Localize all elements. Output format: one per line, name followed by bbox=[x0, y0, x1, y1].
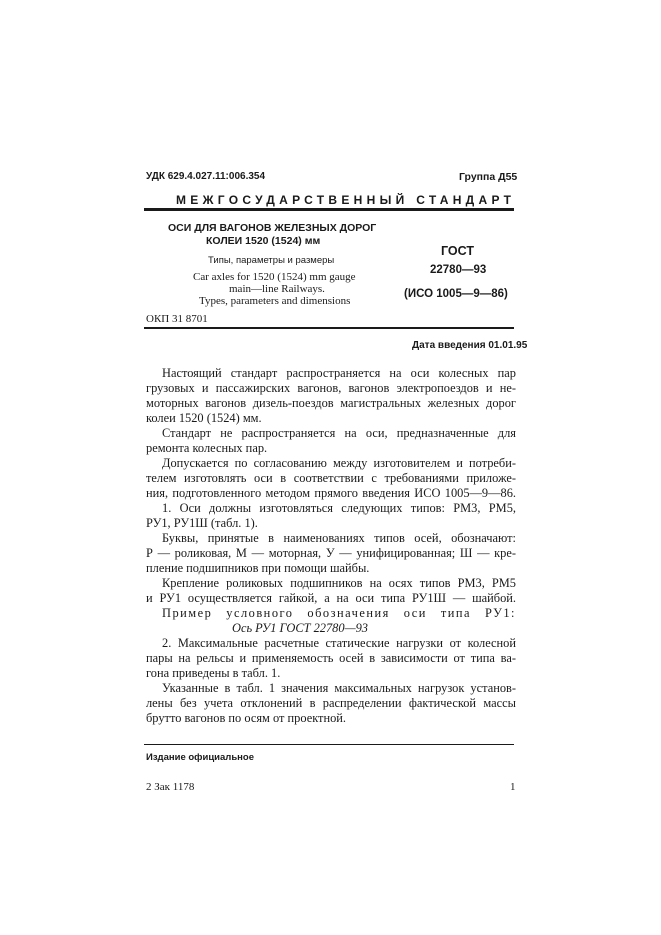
introduction-date: Дата введения 01.01.95 bbox=[412, 340, 528, 351]
interstate-standard-heading: МЕЖГОСУДАРСТВЕННЫЙ СТАНДАРТ bbox=[176, 193, 516, 207]
okp-rule bbox=[144, 327, 514, 329]
okp-code: ОКП 31 8701 bbox=[146, 313, 208, 325]
page-number: 1 bbox=[510, 781, 516, 793]
body-line-1: Настоящий стандарт распространяется на оси колесных пар bbox=[162, 366, 516, 380]
title-ru-line-2: КОЛЕИ 1520 (1524) мм bbox=[206, 235, 321, 247]
body-line-10: 1. Оси должны изготовляться следующих типов: РМ3, РМ5, bbox=[162, 501, 516, 515]
body-line-18-designation: Ось РУ1 ГОСТ 22780—93 bbox=[232, 621, 368, 635]
body-line-16: и РУ1 осуществляется гайкой, а на оси типа РУ1Ш — шайбой. bbox=[146, 591, 516, 605]
gost-number: 22780—93 bbox=[430, 264, 487, 276]
body-line-13: Р — роликовая, М — моторная, У — унифицированная; Ш — кре- bbox=[146, 546, 516, 560]
iso-number: (ИСО 1005—9—86) bbox=[404, 288, 508, 300]
body-line-14: пление подшипников при помощи шайбы. bbox=[146, 561, 370, 575]
body-line-21: гона приведены в табл. 1. bbox=[146, 666, 281, 680]
title-ru-line-1: ОСИ ДЛЯ ВАГОНОВ ЖЕЛЕЗНЫХ ДОРОГ bbox=[168, 222, 377, 234]
group-code: Группа Д55 bbox=[459, 171, 518, 183]
body-line-12: Буквы, принятые в наименованиях типов осей, обозначают: bbox=[162, 531, 516, 545]
body-line-24: брутто вагонов по осям от проектной. bbox=[146, 711, 347, 725]
body-line-2: грузовых и пассажирских вагонов, вагонов электропоездов и не- bbox=[146, 381, 516, 395]
body-line-4: колеи 1520 (1524) мм. bbox=[146, 411, 262, 425]
subtitle-ru: Типы, параметры и размеры bbox=[208, 255, 335, 266]
body-line-23: лены без учета отклонений в распределении фактической массы bbox=[146, 696, 516, 710]
body-line-9: ния, подготовленного методом прямого введения ИСО 1005—9—86. bbox=[146, 486, 516, 500]
title-en-line-3: Types, parameters and dimensions bbox=[199, 295, 351, 307]
gost-label: ГОСТ bbox=[441, 244, 474, 258]
body-line-7: Допускается по согласованию между изготовителем и потреби- bbox=[162, 456, 516, 470]
official-edition-label: Издание официальное bbox=[146, 752, 254, 763]
body-line-17-example: Пример условного обозначения оси типа РУ1: bbox=[162, 606, 516, 620]
body-line-19: 2. Максимальные расчетные статические нагрузки от колесной bbox=[162, 636, 516, 650]
footer-rule bbox=[144, 744, 514, 745]
body-line-3: моторных вагонов дизель-поездов магистральных железных дорог bbox=[146, 396, 516, 410]
title-en-line-1: Car axles for 1520 (1524) mm gauge bbox=[193, 271, 356, 283]
body-line-11: РУ1, РУ1Ш (табл. 1). bbox=[146, 516, 258, 530]
udk-code: УДК 629.4.027.11:006.354 bbox=[146, 171, 266, 182]
body-line-20: пары на рельсы и применяемость осей в зависимости от типа ва- bbox=[146, 651, 516, 665]
body-line-15: Крепление роликовых подшипников на осях типов РМ3, РМ5 bbox=[162, 576, 516, 590]
title-en-line-2: main—line Railways. bbox=[229, 283, 325, 295]
body-line-5: Стандарт не распространяется на оси, предназначенные для bbox=[162, 426, 516, 440]
body-line-22: Указанные в табл. 1 значения максимальных нагрузок установ- bbox=[162, 681, 516, 695]
top-thick-rule bbox=[144, 208, 514, 211]
order-number: 2 Зак 1178 bbox=[146, 781, 195, 793]
body-line-6: ремонта колесных пар. bbox=[146, 441, 268, 455]
body-line-8: телем изготовлять оси в соответствии с требованиями приложе- bbox=[146, 471, 516, 485]
